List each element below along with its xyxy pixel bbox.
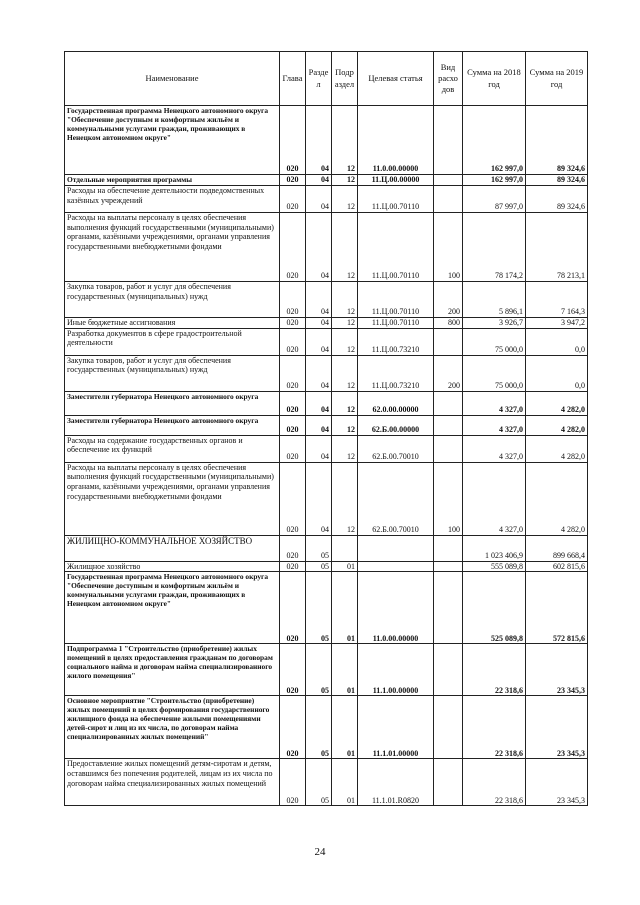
row-target: 11.Ц.00.73210 xyxy=(358,355,434,391)
row-sum-2018: 162 997,0 xyxy=(463,175,526,186)
row-sum-2019: 4 282,0 xyxy=(526,435,588,462)
row-expense-type xyxy=(434,106,463,175)
row-expense-type: 200 xyxy=(434,355,463,391)
col-header-section: Разде л xyxy=(306,52,332,106)
row-sum-2018: 1 023 406,9 xyxy=(463,535,526,561)
row-sum-2019: 4 282,0 xyxy=(526,462,588,535)
row-sum-2018: 22 318,6 xyxy=(463,759,526,806)
row-name: ЖИЛИЩНО-КОММУНАЛЬНОЕ ХОЗЯЙСТВО xyxy=(65,535,280,561)
row-section: 04 xyxy=(306,281,332,317)
row-sum-2018: 555 089,8 xyxy=(463,561,526,572)
row-section: 05 xyxy=(306,561,332,572)
row-expense-type xyxy=(434,391,463,415)
row-sum-2019: 89 324,6 xyxy=(526,185,588,212)
row-target: 11.Ц.00.70110 xyxy=(358,281,434,317)
row-sum-2018: 4 327,0 xyxy=(463,435,526,462)
row-section: 05 xyxy=(306,644,332,696)
row-section: 04 xyxy=(306,462,332,535)
col-header-chapter: Глава xyxy=(280,52,306,106)
table-row xyxy=(65,281,588,317)
table-row xyxy=(65,317,588,328)
row-subsection: 12 xyxy=(332,317,358,328)
row-chapter: 020 xyxy=(280,561,306,572)
row-sum-2019: 572 815,6 xyxy=(526,572,588,644)
row-expense-type xyxy=(434,435,463,462)
row-target: 62.Б.00.00000 xyxy=(358,415,434,435)
row-chapter: 020 xyxy=(280,644,306,696)
budget-table xyxy=(64,51,588,806)
row-subsection: 01 xyxy=(332,572,358,644)
page-number: 24 xyxy=(314,846,326,858)
row-name: Подпрограмма 1 "Строительство (приобретение) жилых помещений в целях предоставления гражданам по договорам социального найма и договорам найма специализированного жилого помещения" xyxy=(65,644,280,696)
row-sum-2019: 0,0 xyxy=(526,355,588,391)
table-row xyxy=(65,415,588,435)
row-subsection: 01 xyxy=(332,644,358,696)
row-sum-2018: 3 926,7 xyxy=(463,317,526,328)
row-sum-2018: 162 997,0 xyxy=(463,106,526,175)
row-subsection: 01 xyxy=(332,696,358,759)
row-name: Расходы на содержание государственных органов и обеспечение их функций xyxy=(65,435,280,462)
row-name: Закупка товаров, работ и услуг для обеспечения государственных (муниципальных) нужд xyxy=(65,355,280,391)
row-target: 11.1.01.R0820 xyxy=(358,759,434,806)
row-section: 05 xyxy=(306,696,332,759)
row-sum-2019: 3 947,2 xyxy=(526,317,588,328)
row-section: 04 xyxy=(306,317,332,328)
row-subsection: 01 xyxy=(332,759,358,806)
table-row xyxy=(65,212,588,281)
row-name: Предоставление жилых помещений детям-сиротам и детям, оставшимся без попечения родителей, лицам из их числа по договорам найма специализированных жилых помещений xyxy=(65,759,280,806)
row-expense-type xyxy=(434,535,463,561)
row-sum-2019: 23 345,3 xyxy=(526,696,588,759)
table-row xyxy=(65,644,588,696)
row-expense-type: 200 xyxy=(434,281,463,317)
table-row xyxy=(65,572,588,644)
table-row xyxy=(65,759,588,806)
table-row xyxy=(65,462,588,535)
table-row xyxy=(65,561,588,572)
row-chapter: 020 xyxy=(280,355,306,391)
row-expense-type xyxy=(434,644,463,696)
col-header-target: Целевая статья xyxy=(358,52,434,106)
row-sum-2019: 89 324,6 xyxy=(526,106,588,175)
row-subsection: 12 xyxy=(332,462,358,535)
row-name: Иные бюджетные ассигнования xyxy=(65,317,280,328)
row-sum-2018: 75 000,0 xyxy=(463,328,526,355)
table-row xyxy=(65,535,588,561)
row-subsection: 12 xyxy=(332,281,358,317)
row-sum-2019: 0,0 xyxy=(526,328,588,355)
row-target xyxy=(358,535,434,561)
row-sum-2019: 89 324,6 xyxy=(526,175,588,186)
table-row xyxy=(65,185,588,212)
row-chapter: 020 xyxy=(280,281,306,317)
row-target: 11.1.01.00000 xyxy=(358,696,434,759)
table-row xyxy=(65,696,588,759)
row-target: 11.1.00.00000 xyxy=(358,644,434,696)
row-sum-2019: 23 345,3 xyxy=(526,759,588,806)
row-expense-type xyxy=(434,561,463,572)
row-subsection: 12 xyxy=(332,185,358,212)
row-target: 62.0.00.00000 xyxy=(358,391,434,415)
row-sum-2018: 75 000,0 xyxy=(463,355,526,391)
row-sum-2018: 525 089,8 xyxy=(463,572,526,644)
row-chapter: 020 xyxy=(280,462,306,535)
row-target: 11.Ц.00.73210 xyxy=(358,328,434,355)
row-sum-2019: 4 282,0 xyxy=(526,391,588,415)
row-sum-2018: 4 327,0 xyxy=(463,391,526,415)
row-expense-type xyxy=(434,175,463,186)
table-row xyxy=(65,435,588,462)
row-subsection: 12 xyxy=(332,391,358,415)
row-expense-type xyxy=(434,328,463,355)
row-subsection: 12 xyxy=(332,328,358,355)
col-header-sum-2019: Сумма на 2019 год xyxy=(526,52,588,106)
row-section: 04 xyxy=(306,435,332,462)
row-chapter: 020 xyxy=(280,435,306,462)
row-subsection: 12 xyxy=(332,435,358,462)
row-subsection: 12 xyxy=(332,415,358,435)
row-chapter: 020 xyxy=(280,106,306,175)
row-chapter: 020 xyxy=(280,696,306,759)
table-row xyxy=(65,391,588,415)
row-sum-2018: 22 318,6 xyxy=(463,696,526,759)
row-section: 04 xyxy=(306,328,332,355)
row-expense-type xyxy=(434,759,463,806)
row-section: 04 xyxy=(306,391,332,415)
row-expense-type: 100 xyxy=(434,462,463,535)
row-chapter: 020 xyxy=(280,185,306,212)
row-sum-2019: 602 815,6 xyxy=(526,561,588,572)
row-section: 04 xyxy=(306,212,332,281)
row-section: 04 xyxy=(306,415,332,435)
row-name: Государственная программа Ненецкого автономного округа "Обеспечение доступным и комфортным жильём и коммунальными услугами граждан, проживающих в Ненецком автономном округе" xyxy=(65,572,280,644)
row-target: 11.Ц.00.70110 xyxy=(358,317,434,328)
row-chapter: 020 xyxy=(280,328,306,355)
header-row xyxy=(65,52,588,106)
row-sum-2019: 899 668,4 xyxy=(526,535,588,561)
row-target: 11.0.00.00000 xyxy=(358,106,434,175)
row-expense-type xyxy=(434,185,463,212)
row-section: 04 xyxy=(306,106,332,175)
row-target: 11.Ц.00.00000 xyxy=(358,175,434,186)
row-subsection: 12 xyxy=(332,355,358,391)
row-target: 62.Б.00.70010 xyxy=(358,462,434,535)
row-expense-type xyxy=(434,696,463,759)
row-section: 04 xyxy=(306,355,332,391)
row-name: Закупка товаров, работ и услуг для обеспечения государственных (муниципальных) нужд xyxy=(65,281,280,317)
row-sum-2018: 22 318,6 xyxy=(463,644,526,696)
row-name: Жилищное хозяйство xyxy=(65,561,280,572)
row-sum-2018: 4 327,0 xyxy=(463,415,526,435)
table-row xyxy=(65,175,588,186)
col-header-sum-2018: Сумма на 2018 год xyxy=(463,52,526,106)
row-name: Государственная программа Ненецкого автономного округа "Обеспечение доступным и комфортным жильём и коммунальными услугами граждан, проживающих в Ненецком автономном округе" xyxy=(65,106,280,175)
row-sum-2019: 7 164,3 xyxy=(526,281,588,317)
row-target xyxy=(358,561,434,572)
row-chapter: 020 xyxy=(280,391,306,415)
row-sum-2018: 5 896,1 xyxy=(463,281,526,317)
row-chapter: 020 xyxy=(280,415,306,435)
row-subsection: 12 xyxy=(332,212,358,281)
row-chapter: 020 xyxy=(280,572,306,644)
table-row xyxy=(65,355,588,391)
row-subsection: 12 xyxy=(332,106,358,175)
row-name: Расходы на выплаты персоналу в целях обеспечения выполнения функций государственными (муниципальными) органами, казёнными учреждениями, органами управления государственными внебюджетными фондами xyxy=(65,462,280,535)
row-section: 04 xyxy=(306,185,332,212)
row-expense-type: 800 xyxy=(434,317,463,328)
row-name: Заместители губернатора Ненецкого автономного округа xyxy=(65,415,280,435)
row-section: 04 xyxy=(306,175,332,186)
row-subsection: 12 xyxy=(332,175,358,186)
col-header-name: Наименование xyxy=(65,52,280,106)
row-sum-2018: 87 997,0 xyxy=(463,185,526,212)
row-chapter: 020 xyxy=(280,759,306,806)
table-row xyxy=(65,328,588,355)
row-target: 62.Б.00.70010 xyxy=(358,435,434,462)
row-subsection xyxy=(332,535,358,561)
row-name: Основное мероприятие "Строительство (приобретение) жилых помещений в целях формирования государственного жилищного фонда на обеспечение жилыми помещениями детей-сирот и лиц из их числа, по договорам найма специализированных жилых помещений" xyxy=(65,696,280,759)
row-section: 05 xyxy=(306,535,332,561)
row-sum-2018: 78 174,2 xyxy=(463,212,526,281)
table-row xyxy=(65,106,588,175)
row-chapter: 020 xyxy=(280,212,306,281)
row-sum-2019: 4 282,0 xyxy=(526,415,588,435)
row-name: Расходы на обеспечение деятельности подведомственных казённых учреждений xyxy=(65,185,280,212)
col-header-subsection: Подр аздел xyxy=(332,52,358,106)
row-expense-type xyxy=(434,415,463,435)
row-chapter: 020 xyxy=(280,535,306,561)
row-sum-2019: 23 345,3 xyxy=(526,644,588,696)
row-target: 11.Ц.00.70110 xyxy=(358,212,434,281)
col-header-expense-type: Вид расхо дов xyxy=(434,52,463,106)
row-name: Разработка документов в сфере градостроительной деятельности xyxy=(65,328,280,355)
row-target: 11.Ц.00.70110 xyxy=(358,185,434,212)
row-expense-type xyxy=(434,572,463,644)
row-subsection: 01 xyxy=(332,561,358,572)
row-chapter: 020 xyxy=(280,317,306,328)
row-target: 11.0.00.00000 xyxy=(358,572,434,644)
row-name: Расходы на выплаты персоналу в целях обеспечения выполнения функций государственными (муниципальными) органами, казёнными учреждениями, органами управления государственными внебюджетными фондами xyxy=(65,212,280,281)
row-chapter: 020 xyxy=(280,175,306,186)
row-name: Отдельные мероприятия программы xyxy=(65,175,280,186)
row-expense-type: 100 xyxy=(434,212,463,281)
row-sum-2019: 78 213,1 xyxy=(526,212,588,281)
row-sum-2018: 4 327,0 xyxy=(463,462,526,535)
row-name: Заместители губернатора Ненецкого автономного округа xyxy=(65,391,280,415)
row-section: 05 xyxy=(306,759,332,806)
row-section: 05 xyxy=(306,572,332,644)
